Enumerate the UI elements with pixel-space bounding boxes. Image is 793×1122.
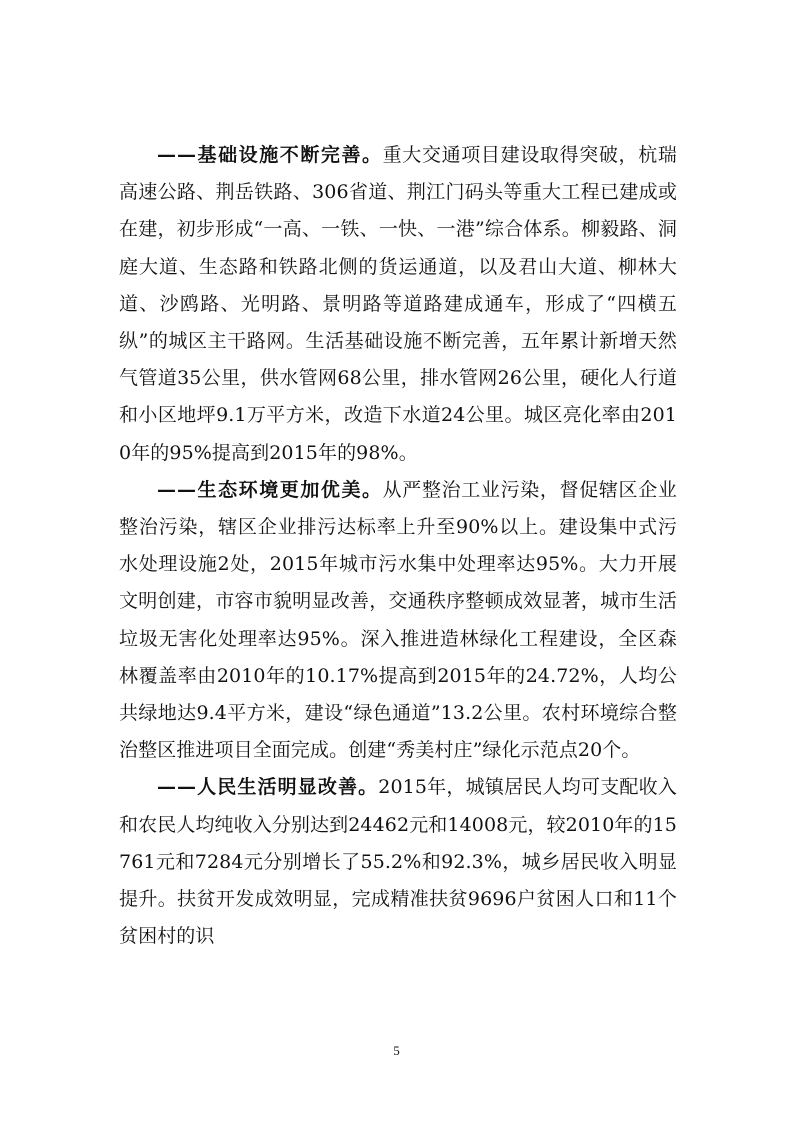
document-body xyxy=(119,137,677,955)
paragraph-text: 2015年，城镇居民人均可支配收入和农民人均纯收入分别达到24462元和14008元，较2010年的15761元和7284元分别增长了55.2%和92.3%，城乡居民收入明显提升。扶贫开发成效明显，完成精准扶贫9696户贫困人口和11个贫困村的识 xyxy=(119,776,677,948)
page-number: 5 xyxy=(393,1043,400,1058)
paragraph-infrastructure xyxy=(119,137,677,472)
paragraph-ecology xyxy=(119,472,677,770)
paragraph-heading: ——人民生活明显改善。 xyxy=(157,776,379,799)
paragraph-heading: ——生态环境更加优美。 xyxy=(157,478,383,501)
paragraph-heading: ——基础设施不断完善。 xyxy=(157,144,383,166)
paragraph-text: 重大交通项目建设取得突破，杭瑞高速公路、荆岳铁路、306省道、荆江门码头等重大工程已建成或在建，初步形成“一高、一铁、一快、一港”综合体系。柳毅路、洞庭大道、生态路和铁路北侧的货运通道，以及君山大道、柳林大道、沙鸥路、光明路、景明路等道路建成通车，形成了“四横五纵”的城区主干路网。生活基础设施不断完善，五年累计新增天然气管道35公里，供水管网68公里，排水管网26公里，硬化人行道和小区地坪9.1万平方米，改造下水道24公里。城区亮化率由2010年的95%提高到2015年的98%。 xyxy=(119,144,677,464)
paragraph-text: 从严整治工业污染，督促辖区企业整治污染，辖区企业排污达标率上升至90%以上。建设集中式污水处理设施2处，2015年城市污水集中处理率达95%。大力开展文明创建，市容市貌明显改善，交通秩序整顿成效显著，城市生活垃圾无害化处理率达95%。深入推进造林绿化工程建设，全区森林覆盖率由2010年的10.17%提高到2015年的24.72%，人均公共绿地达9.4平方米，建设“绿色通道”13.2公里。农村环境综合整治整区推进项目全面完成。创建“秀美村庄”绿化示范点20个。 xyxy=(119,478,677,762)
paragraph-livelihood xyxy=(119,769,677,955)
